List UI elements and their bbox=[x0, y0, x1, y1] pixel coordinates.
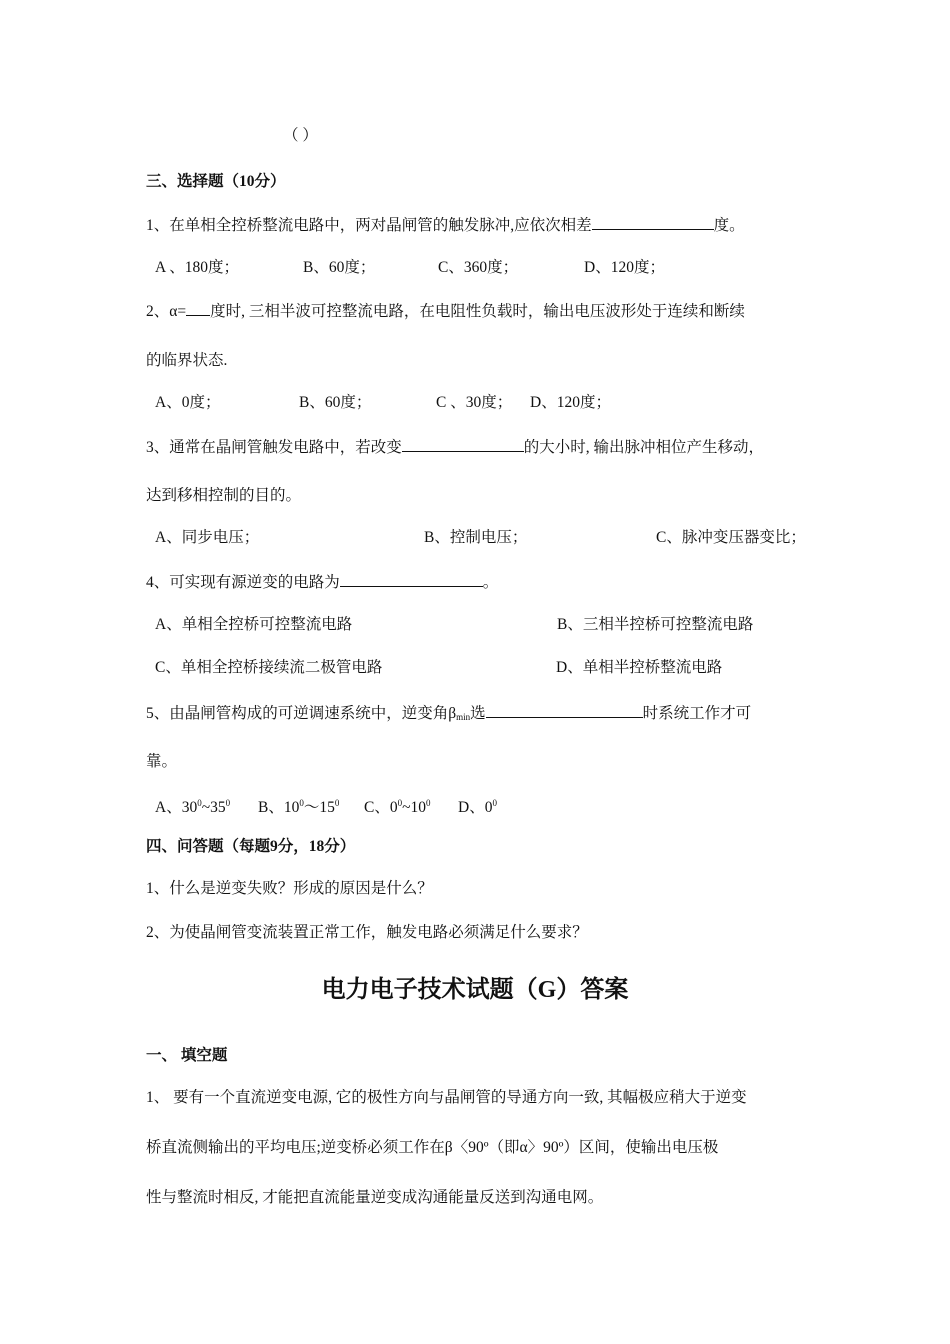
question-4-text: 4、可实现有源逆变的电路为 bbox=[146, 574, 340, 591]
degree-sup: 0 bbox=[225, 798, 231, 808]
answer-1-line-1: 1、 要有一个直流逆变电源, 它的极性方向与晶闸管的导通方向一致, 其幅极应稍大于逆变 bbox=[146, 1089, 747, 1106]
q2-option-d: D、120度； bbox=[530, 394, 611, 411]
answer-key-title: 电力电子技术试题（G）答案 bbox=[321, 977, 629, 1003]
q5-option-d-text: D、0 bbox=[458, 799, 493, 816]
question-4 bbox=[146, 571, 498, 593]
q5-option-b-text: B、10 bbox=[258, 799, 300, 816]
answer-blank bbox=[592, 214, 714, 230]
answer-blank bbox=[486, 702, 643, 718]
question-5 bbox=[146, 702, 751, 727]
question-1-text: 1、在单相全控桥整流电路中，两对晶闸管的触发脉冲,应依次相差 bbox=[146, 217, 592, 234]
degree-sup: 0 bbox=[492, 798, 497, 808]
question-5-select-word: 选 bbox=[470, 705, 486, 722]
q4-option-c: C、单相全控桥接续流二极管电路 bbox=[155, 659, 383, 676]
q5-option-c-text: C、0 bbox=[364, 799, 398, 816]
degree-sup: 0 bbox=[397, 798, 403, 808]
q2-option-c: C 、30度； bbox=[436, 394, 513, 411]
essay-question-2: 2、为使晶闸管变流装置正常工作，触发电路必须满足什么要求？ bbox=[146, 924, 588, 941]
q4-option-b: B、三相半控桥可控整流电路 bbox=[557, 616, 754, 633]
q2-option-a: A、0度； bbox=[155, 394, 221, 411]
question-5-text: 5、由晶闸管构成的可逆调速系统中，逆变角β bbox=[146, 705, 457, 722]
question-3-text: 3、通常在晶闸管触发电路中，若改变 bbox=[146, 439, 402, 456]
q3-option-a: A、同步电压； bbox=[155, 529, 260, 546]
answer-blank bbox=[402, 436, 524, 452]
q4-option-d: D、单相半控桥整流电路 bbox=[556, 659, 723, 676]
degree-sup: 0 bbox=[299, 798, 304, 808]
q4-option-a: A、单相全控桥可控整流电路 bbox=[155, 616, 353, 633]
degree-sup: 0 bbox=[197, 798, 202, 808]
answer-1-line-3: 性与整流时相反, 才能把直流能量逆变成沟通能量反送到沟通电网。 bbox=[146, 1189, 604, 1206]
question-1-suffix: 度。 bbox=[713, 217, 745, 234]
question-3-line-2: 达到移相控制的目的。 bbox=[146, 487, 302, 504]
question-2-line-2: 的临界状态. bbox=[146, 352, 228, 369]
answer-blank bbox=[340, 571, 483, 587]
question-3-text-cont: 的大小时, 输出脉冲相位产生移动， bbox=[523, 439, 765, 456]
q5-option-b-range: ～15 bbox=[303, 799, 335, 816]
answer-1-line-2: 桥直流侧输出的平均电压;逆变桥必须工作在β〈90º（即α〉90º）区间，使输出电压极 bbox=[146, 1139, 719, 1156]
degree-sup: 0 bbox=[425, 798, 431, 808]
answer-parentheses: （ ） bbox=[283, 127, 318, 144]
q2-option-b: B、60度； bbox=[299, 394, 372, 411]
question-1 bbox=[146, 214, 745, 236]
question-2-text-cont: 度时, 三相半波可控整流电路，在电阻性负载时，输出电压波形处于连续和断续 bbox=[210, 303, 745, 320]
min-subscript: min bbox=[456, 712, 471, 722]
degree-sup: 0 bbox=[334, 798, 340, 808]
q5-option-b bbox=[258, 793, 339, 818]
q1-option-d: D、120度； bbox=[584, 259, 665, 276]
answer-section-1-heading: 一、 填空题 bbox=[146, 1047, 228, 1064]
q5-option-c bbox=[364, 793, 430, 818]
q3-option-b: B、控制电压； bbox=[424, 529, 528, 546]
section-3-heading: 三、选择题（10分） bbox=[146, 173, 286, 190]
q5-option-c-range: ~10 bbox=[402, 799, 426, 816]
question-2 bbox=[146, 300, 745, 322]
essay-question-1: 1、什么是逆变失败？形成的原因是什么？ bbox=[146, 880, 433, 897]
q5-option-d bbox=[458, 793, 497, 818]
q5-option-a bbox=[155, 793, 230, 818]
question-5-line-2: 靠。 bbox=[146, 753, 178, 770]
question-5-text-cont: 时系统工作才可 bbox=[642, 705, 752, 722]
q5-option-a-text: A、30 bbox=[155, 799, 198, 816]
section-4-heading: 四、问答题（每题9分，18分） bbox=[146, 838, 356, 855]
q1-option-c: C、360度； bbox=[438, 259, 519, 276]
q3-option-c: C、脉冲变压器变比； bbox=[656, 529, 806, 546]
q1-option-b: B、60度； bbox=[303, 259, 376, 276]
question-3 bbox=[146, 436, 764, 458]
question-4-suffix: 。 bbox=[482, 574, 499, 591]
answer-blank bbox=[186, 300, 210, 316]
question-2-text: 2、α= bbox=[146, 303, 187, 320]
q1-option-a: A 、180度； bbox=[155, 259, 239, 276]
q5-option-a-range: ~35 bbox=[201, 799, 226, 816]
